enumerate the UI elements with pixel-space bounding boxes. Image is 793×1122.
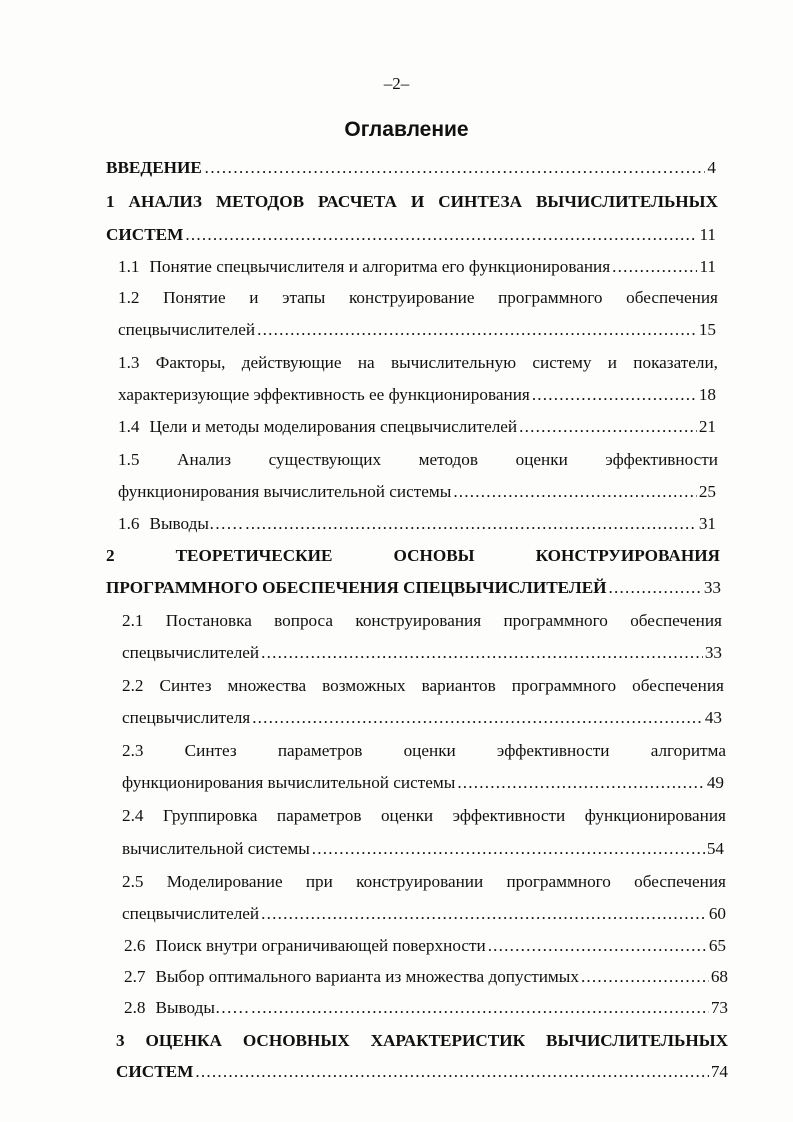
dot-leader	[612, 256, 697, 278]
toc-entry-number: 1.3	[118, 353, 140, 372]
toc-entry-intro[interactable]	[106, 157, 716, 179]
toc-entry-page: 54	[706, 839, 724, 858]
toc-word: методов	[418, 450, 478, 469]
toc-word: конструирование	[348, 288, 475, 307]
toc-entry-1-4[interactable]	[118, 416, 716, 438]
toc-entry-page: 11	[699, 257, 716, 276]
toc-word: и	[607, 353, 617, 372]
toc-entry-1-5-line2[interactable]	[118, 481, 716, 503]
toc-entry-1-2-line2[interactable]	[118, 319, 716, 341]
toc-entry-2-2-line2[interactable]	[122, 707, 722, 729]
toc-entry-ch2-line2[interactable]	[106, 577, 721, 599]
toc-word: РАСЧЕТА	[318, 192, 397, 211]
toc-entry-1-5-line1[interactable]	[118, 449, 718, 471]
toc-word: ОСНОВЫ	[393, 546, 475, 565]
toc-entry-label: ПРОГРАММНОГО ОБЕСПЕЧЕНИЯ СПЕЦВЫЧИСЛИТЕЛЕЙ	[106, 578, 607, 597]
toc-entry-label: ВВЕДЕНИЕ	[106, 158, 202, 177]
toc-entry-number: 2.5	[122, 872, 144, 891]
toc-entry-page: 21	[698, 417, 716, 436]
toc-entry-label: спецвычислителей	[122, 643, 260, 662]
toc-entry-2-1-line2[interactable]	[122, 642, 722, 664]
toc-word: обеспечения	[626, 288, 718, 307]
toc-word: конструирования	[355, 611, 482, 630]
toc-entry-page: 60	[708, 904, 726, 923]
toc-entry-page: 68	[710, 967, 728, 986]
toc-entry-label: Выбор оптимального варианта из множества допустимых	[155, 967, 579, 986]
dot-leader	[252, 707, 703, 729]
toc-word: ВЫЧИСЛИТЕЛЬНЫХ	[535, 192, 718, 211]
toc-entry-page: 74	[710, 1062, 728, 1081]
toc-entry-label: спецвычислителя	[122, 708, 251, 727]
toc-word: параметров	[276, 806, 362, 825]
toc-word: вычислительную	[390, 353, 517, 372]
toc-entry-2-7[interactable]	[124, 966, 728, 988]
toc-word: и	[249, 288, 259, 307]
toc-word: этапы	[282, 288, 326, 307]
toc-entry-2-5-line1[interactable]	[122, 871, 726, 893]
toc-word: ТЕОРЕТИЧЕСКИЕ	[175, 546, 333, 565]
page-number: –2–	[383, 74, 410, 93]
toc-entry-2-4-line1[interactable]	[122, 805, 726, 827]
toc-word: программного	[498, 288, 603, 307]
toc-entry-label: спецвычислителей	[122, 904, 260, 923]
toc-word: программного	[511, 676, 617, 695]
toc-entry-page: 25	[698, 482, 716, 501]
toc-word: обеспечения	[634, 872, 726, 891]
toc-entry-label: Цели и методы моделирования спецвычислителей	[149, 417, 518, 436]
toc-entry-page: 33	[704, 643, 722, 662]
dot-leader	[261, 903, 707, 925]
toc-entry-ch3-line2[interactable]	[116, 1061, 728, 1083]
dot-leader	[532, 384, 697, 406]
toc-entry-number: 1.2	[118, 288, 140, 307]
toc-entry-page: 4	[707, 158, 716, 177]
toc-title: Оглавление	[344, 118, 469, 141]
toc-word: СИНТЕЗА	[438, 192, 522, 211]
toc-entry-number: 2.1	[122, 611, 144, 630]
dot-leader	[488, 935, 707, 957]
toc-entry-2-1-line1[interactable]	[122, 610, 722, 632]
toc-entry-number: 1	[106, 192, 115, 211]
toc-entry-label: Понятие спецвычислителя и алгоритма его функционирования	[149, 257, 611, 276]
toc-word: Понятие	[163, 288, 226, 307]
toc-entry-ch3-line1[interactable]	[116, 1030, 728, 1052]
toc-entry-number: 2.4	[122, 806, 144, 825]
dot-leader	[257, 319, 697, 341]
dot-leader	[457, 772, 705, 794]
toc-entry-ch2-line1[interactable]	[106, 545, 720, 567]
toc-entry-number: 1.4	[118, 417, 140, 436]
toc-entry-label: характеризующие эффективность ее функционирования	[118, 385, 530, 404]
toc-entry-page: 73	[710, 998, 728, 1017]
toc-entry-page: 15	[698, 320, 716, 339]
dot-leader	[195, 1061, 708, 1083]
toc-word: параметров	[277, 741, 363, 760]
toc-entry-1-2-line1[interactable]	[118, 287, 718, 309]
toc-word: эффективности	[496, 741, 610, 760]
toc-word: Синтез	[184, 741, 237, 760]
toc-entry-label: спецвычислителей	[118, 320, 256, 339]
toc-entry-page: 65	[708, 936, 726, 955]
toc-word: алгоритма	[650, 741, 726, 760]
toc-entry-label: функционирования вычислительной системы	[122, 773, 456, 792]
toc-word: функционирования	[584, 806, 726, 825]
toc-word: множества	[227, 676, 307, 695]
toc-word: МЕТОДОВ	[215, 192, 305, 211]
toc-word: конструировании	[356, 872, 484, 891]
toc-entry-number: 2.3	[122, 741, 144, 760]
toc-word: КОНСТРУИРОВАНИЯ	[535, 546, 720, 565]
dot-leader	[453, 481, 697, 503]
toc-word: ХАРАКТЕРИСТИК	[370, 1031, 526, 1050]
dot-leader	[261, 642, 703, 664]
toc-entry-1-6[interactable]	[118, 513, 716, 535]
toc-entry-label: Выводы……	[149, 514, 244, 533]
toc-word: действующие	[241, 353, 342, 372]
toc-entry-number: 1.1	[118, 257, 140, 276]
toc-entry-2-4-line2[interactable]	[122, 838, 724, 860]
toc-entry-page: 11	[699, 225, 716, 244]
dot-leader	[519, 416, 697, 438]
toc-word: Синтез	[159, 676, 212, 695]
toc-entry-1-3-line1[interactable]	[118, 352, 718, 374]
toc-word: обеспечения	[630, 611, 722, 630]
toc-word: И	[410, 192, 425, 211]
toc-word: существующих	[268, 450, 382, 469]
toc-word: ОСНОВНЫХ	[242, 1031, 350, 1050]
toc-entry-1-3-line2[interactable]	[118, 384, 716, 406]
toc-entry-number: 2.7	[124, 967, 146, 986]
toc-entry-page: 49	[706, 773, 724, 792]
toc-word: вариантов	[421, 676, 496, 695]
dot-leader	[185, 224, 697, 246]
toc-entry-2-3-line1[interactable]	[122, 740, 726, 762]
dot-leader	[245, 513, 697, 535]
toc-word: АНАЛИЗ	[128, 192, 202, 211]
toc-entry-label: Поиск внутри ограничивающей поверхности	[155, 936, 486, 955]
toc-word: обеспечения	[632, 676, 724, 695]
toc-word: ОЦЕНКА	[145, 1031, 222, 1050]
toc-word: Анализ	[177, 450, 232, 469]
toc-entry-2-6[interactable]	[124, 935, 726, 957]
toc-entry-number: 2.2	[122, 676, 144, 695]
toc-entry-page: 43	[704, 708, 722, 727]
dot-leader	[312, 838, 705, 860]
toc-entry-ch1-line1[interactable]	[106, 191, 718, 213]
toc-word: возможных	[322, 676, 406, 695]
dot-leader	[251, 997, 709, 1019]
toc-entry-number: 2.6	[124, 936, 146, 955]
toc-entry-label: СИСТЕМ	[116, 1062, 194, 1081]
toc-entry-label: вычислительной системы	[122, 839, 310, 858]
toc-entry-page: 31	[698, 514, 716, 533]
toc-word: Постановка	[165, 611, 252, 630]
toc-word: вопроса	[274, 611, 334, 630]
toc-word: программного	[503, 611, 608, 630]
toc-word: Факторы,	[155, 353, 226, 372]
toc-entry-page: 33	[703, 578, 721, 597]
toc-word: оценки	[380, 806, 434, 825]
toc-entry-number: 3	[116, 1031, 125, 1050]
toc-word: оценки	[515, 450, 568, 469]
toc-entry-number: 2	[106, 546, 115, 565]
toc-entry-label: функционирования вычислительной системы	[118, 482, 452, 501]
toc-word: Моделирование	[166, 872, 283, 891]
toc-entry-number: 2.8	[124, 998, 146, 1017]
toc-word: программного	[506, 872, 611, 891]
toc-entry-2-5-line2[interactable]	[122, 903, 726, 925]
toc-entry-number: 1.5	[118, 450, 140, 469]
toc-word: Группировка	[162, 806, 258, 825]
dot-leader	[204, 157, 706, 179]
toc-word: оценки	[403, 741, 456, 760]
toc-entry-label: СИСТЕМ	[106, 225, 184, 244]
toc-word: показатели,	[633, 353, 718, 372]
toc-word: систему	[532, 353, 592, 372]
toc-entry-ch1-line2[interactable]	[106, 224, 716, 246]
toc-entry-page: 18	[698, 385, 716, 404]
toc-entry-1-1[interactable]	[118, 256, 716, 278]
toc-entry-2-8[interactable]	[124, 997, 728, 1019]
toc-word: ВЫЧИСЛИТЕЛЬНЫХ	[545, 1031, 728, 1050]
dot-leader	[581, 966, 709, 988]
toc-word: эффективности	[452, 806, 566, 825]
toc-word: на	[357, 353, 375, 372]
toc-entry-label: Выводы……	[155, 998, 250, 1017]
toc-entry-2-3-line2[interactable]	[122, 772, 724, 794]
dot-leader	[609, 577, 702, 599]
toc-word: при	[305, 872, 333, 891]
toc-entry-2-2-line1[interactable]	[122, 675, 724, 697]
toc-entry-number: 1.6	[118, 514, 140, 533]
toc-word: эффективности	[605, 450, 718, 469]
